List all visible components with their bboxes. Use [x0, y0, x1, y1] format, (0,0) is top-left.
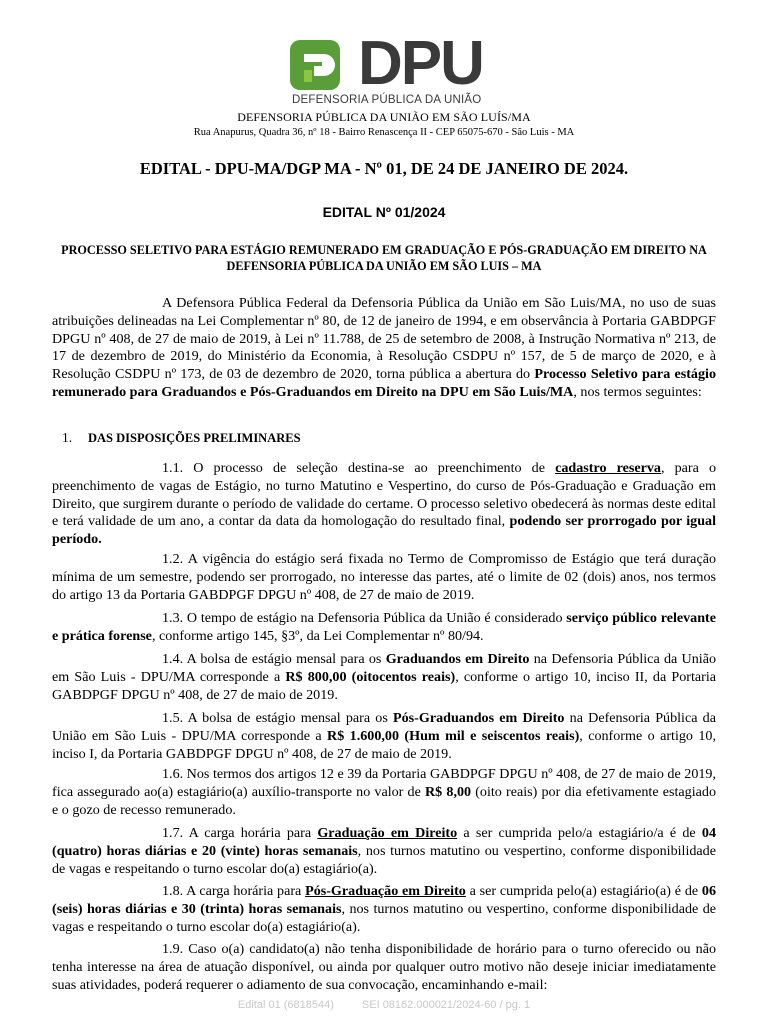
item-1-8-text-3: , nos turnos matutino ou vespertino, conforme disponibilidade de vagas e respeitando o turno escolar do(a) estagiário(a).: [52, 900, 717, 935]
item-1-3-text: 1.3. O tempo de estágio na Defensoria Pública da União é considerado: [162, 610, 567, 626]
item-1-1-text-2: , para o preenchimento de vagas de Estágio, no turno Matutino e Vespertino, do curso de Pós-Graduação e Graduação em Direito, que surgirem durante o período de validade do certame. O processo seletivo obedecerá às normas deste edital e terá validade de um ano, a contar da data da homologação do resultado final,: [52, 460, 716, 530]
item-1-8-hours: 06 (seis) horas diárias e 30 (trinta) horas semanais: [52, 883, 716, 917]
item-1-8-text: 1.8. A carga horária para: [162, 883, 306, 899]
item-1-8-text-2: a ser cumprida pelo(a) estagiário(a) é de: [465, 883, 702, 899]
item-1-6-text: 1.6. Nos termos dos artigos 12 e 39 da Portaria GABDPGF DPGU nº 408, de 27 de maio de 2019, fica assegurado ao(a) estagiário(a) auxílio-transporte no valor de: [52, 766, 716, 800]
dpu-logo-mark-icon: [290, 40, 352, 92]
dpu-logo-subtitle: DEFENSORIA PÚBLICA DA UNIÃO: [292, 94, 482, 106]
footer-sei-ref: SEI 08162.000021/2024-60 / pg. 1: [361, 999, 531, 1011]
item-1-9: 1.9. Caso o(a) candidato(a) não tenha disponibilidade de horário para o turno oferecido ou não tenha interesse na área de atuação disponível, ou ainda por qualquer outro motivo não deseje iniciar imediatamente suas atividades, poderá requerer o adiamento de sua convocação, encaminhando e-mail:: [52, 941, 716, 993]
item-1-5-text-3: , conforme o artigo 10, inciso I, da Portaria GABDPGF DPGU nº 408, de 27 de maio de 2019.: [52, 727, 716, 762]
item-1-8: [52, 883, 716, 936]
item-1-8-emphasis: Pós-Graduação em Direito: [305, 883, 466, 899]
item-1-1: [52, 460, 716, 549]
item-1-4-text-2: na Defensoria Pública da União em São Luis - DPU/MA corresponde a: [52, 651, 716, 685]
item-1-7-text-2: a ser cumprida pelo/a estagiário/a é de: [457, 825, 702, 841]
item-1-7-hours: 04 (quatro) horas diárias e 20 (vinte) horas semanais: [52, 825, 716, 859]
item-1-4: [52, 651, 716, 704]
institution-address: Rua Anapurus, Quadra 36, nº 18 - Bairro Renascença II - CEP 65075-670 - São Luis - MA: [193, 127, 575, 138]
item-1-6: [52, 766, 716, 819]
edital-title: EDITAL - DPU-MA/DGP MA - Nº 01, DE 24 DE JANEIRO DE 2024.: [139, 159, 629, 178]
item-1-4-text: 1.4. A bolsa de estágio mensal para os: [162, 651, 386, 667]
item-1-4-amount: R$ 800,00 (oitocentos reais): [285, 668, 456, 685]
intro-paragraph: [52, 295, 716, 402]
page-footer: [0, 999, 768, 1011]
section-number: 1.: [62, 430, 73, 445]
item-1-5: [52, 710, 716, 763]
intro-tail: , nos termos seguintes:: [573, 383, 702, 400]
item-1-5-amount: R$ 1.600,00 (Hum mil e seiscentos reais): [327, 727, 580, 744]
item-1-5-text-2: na Defensoria Pública da União em São Luis - DPU/MA corresponde a: [52, 710, 716, 744]
item-1-5-text: 1.5. A bolsa de estágio mensal para os: [162, 710, 394, 726]
item-1-4-text-3: , conforme o artigo 10, inciso II, da Portaria GABDPGF DPGU nº 408, de 27 de maio de 2019.: [52, 668, 717, 703]
item-1-5-emphasis: Pós-Graduandos em Direito: [393, 710, 565, 726]
intro-bold: Processo Seletivo para estágio remunerado para Graduandos e Pós-Graduandos em Direito na DPU em São Luis/MA: [52, 366, 716, 400]
dpu-logo: [290, 29, 483, 110]
item-1-7-text-3: , nos turnos matutino ou vespertino, conforme disponibilidade de vagas e respeitando o turno escolar do(a) estagiário(a).: [52, 842, 716, 877]
item-1-7-text: 1.7. A carga horária para: [162, 825, 318, 841]
dpu-logo-word: DPU: [358, 29, 483, 98]
institution-name: DEFENSORIA PÚBLICA DA UNIÃO EM SÃO LUÍS/MA: [237, 110, 531, 124]
section-heading: [62, 430, 301, 446]
item-1-6-text-2: (oito reais) por dia efetivamente estagiado e o gozo de recesso remunerado.: [52, 783, 716, 818]
item-1-7-emphasis: Graduação em Direito: [317, 825, 458, 841]
item-1-3-text-2: , conforme artigo 145, §3º, da Lei Complementar nº 80/94.: [151, 627, 484, 644]
item-1-3: [52, 610, 716, 646]
item-1-4-emphasis: Graduandos em Direito: [385, 651, 530, 667]
item-1-6-amount: R$ 8,00: [425, 783, 472, 800]
item-1-2: 1.2. A vigência do estágio será fixada no Termo de Compromisso de Estágio que terá duração mínima de um semestre, podendo ser prorrogado, no interesse das partes, até o limite de 02 (dois) anos, nos termos do artigo 13 da Portaria GABDPGF DPGU nº 408, de 27 de maio de 2019.: [52, 551, 716, 603]
footer-doc-id: Edital 01 (6818544): [237, 999, 334, 1011]
item-1-1-text: 1.1. O processo de seleção destina-se ao preenchimento de: [162, 460, 556, 476]
section-title: DAS DISPOSIÇÕES PRELIMINARES: [88, 431, 301, 445]
item-1-7: [52, 825, 716, 878]
item-1-3-emphasis: serviço público relevante e prática forense: [52, 610, 716, 644]
item-1-1-emphasis-2: podendo ser prorrogado por igual período.: [52, 513, 716, 548]
item-1-1-emphasis: cadastro reserva: [555, 460, 661, 476]
process-title: PROCESSO SELETIVO PARA ESTÁGIO REMUNERADO EM GRADUAÇÃO E PÓS-GRADUAÇÃO EM DIREITO NA DEFENSORIA PÚBLICA DA UNIÃO EM SÃO LUIS – MA: [61, 243, 707, 273]
edital-number: EDITAL Nº 01/2024: [322, 204, 446, 220]
intro-text: A Defensora Pública Federal da Defensoria Pública da União em São Luis/MA, no uso de suas atribuições delineadas na Lei Complementar nº 80, de 12 de janeiro de 1994, e em observância à Portaria GABDPGF DPGU nº 408, de 27 de maio de 2019, à Lei nº 11.788, de 25 de setembro de 2008, à Instrução Normativa nº 213, de 17 de dezembro de 2019, do Ministério da Economia, à Resolução CSDPU nº 157, de 5 de março de 2020, e à Resolução CSDPU nº 173, de 03 de dezembro de 2020, torna pública a abertura do: [52, 295, 716, 383]
